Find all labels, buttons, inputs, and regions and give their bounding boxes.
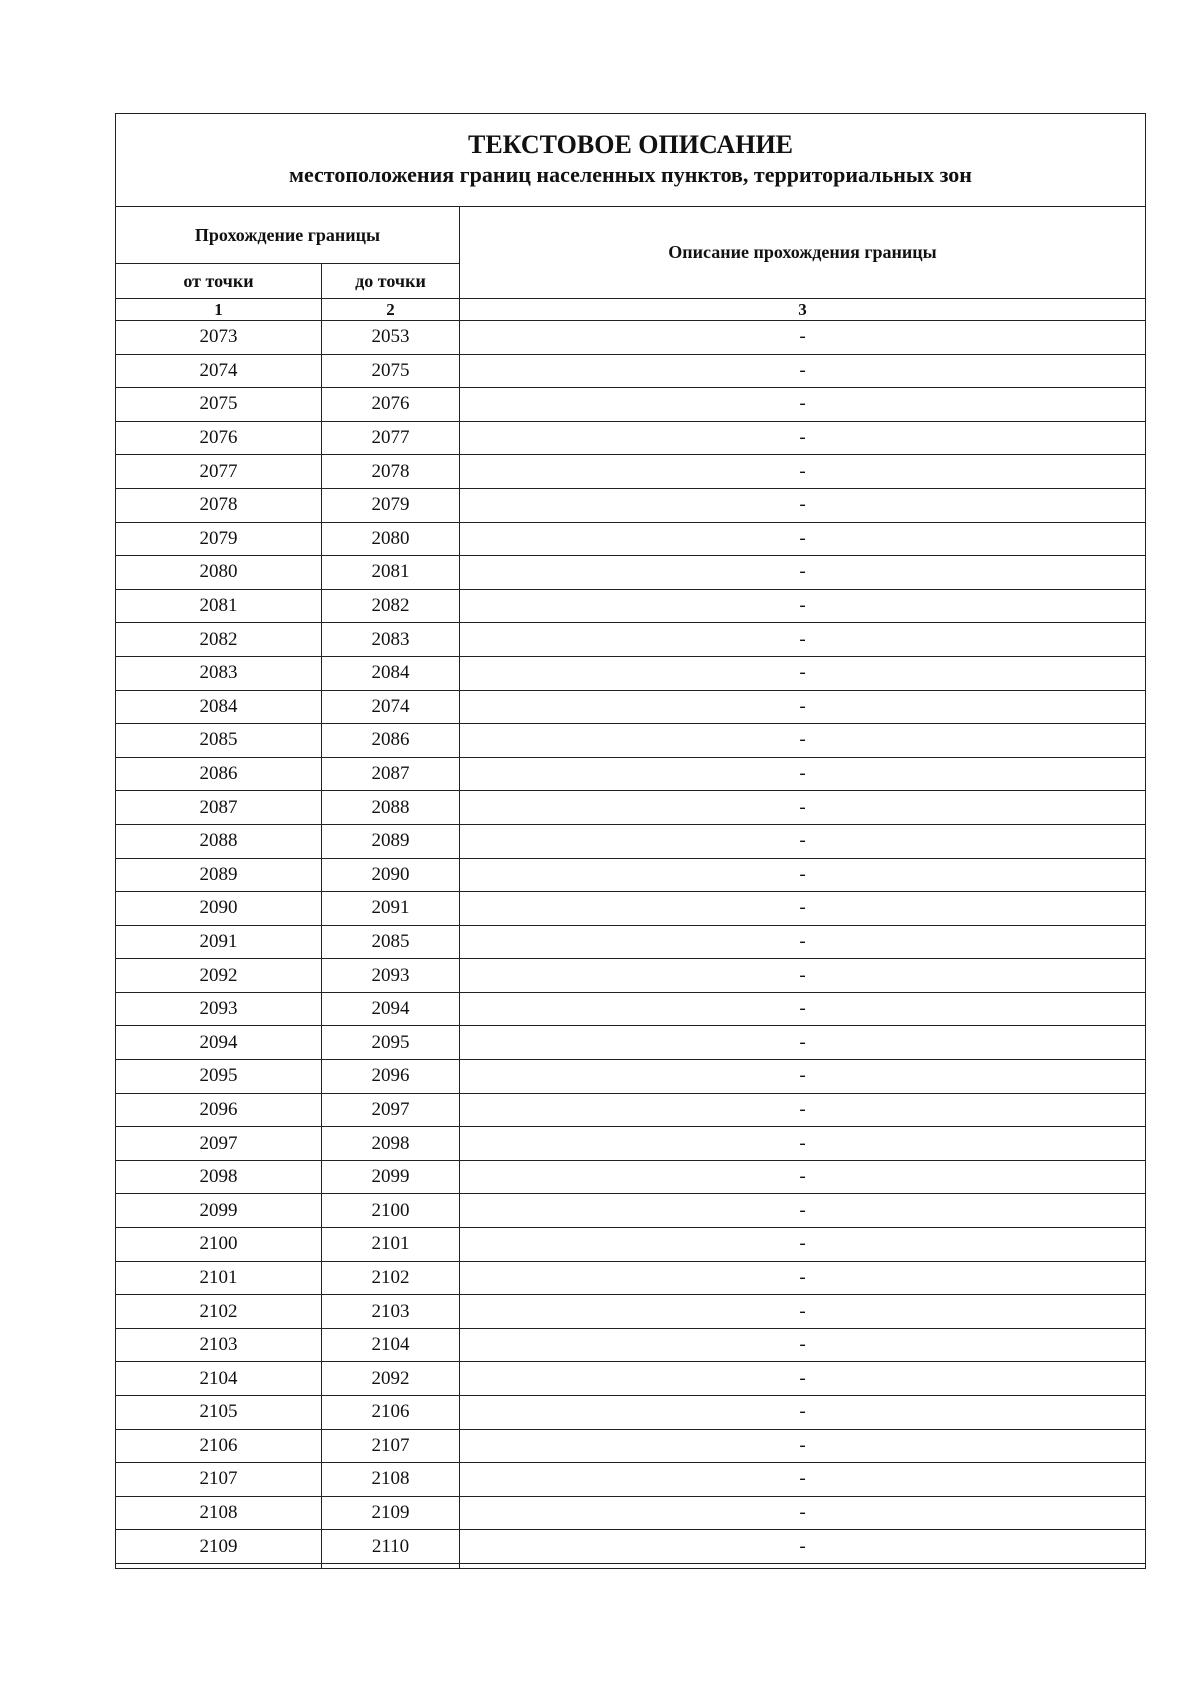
end-rule-cell xyxy=(116,1563,322,1568)
description-cell: - xyxy=(460,892,1146,926)
to-point-cell: 2085 xyxy=(322,925,460,959)
from-point-cell: 2087 xyxy=(116,791,322,825)
to-point-cell: 2076 xyxy=(322,388,460,422)
to-point-cell: 2079 xyxy=(322,488,460,522)
from-point-cell: 2080 xyxy=(116,556,322,590)
header-row-1 xyxy=(116,207,1146,264)
table-row xyxy=(116,791,1146,825)
from-point-cell: 2073 xyxy=(116,321,322,355)
to-point-cell: 2087 xyxy=(322,757,460,791)
description-cell: - xyxy=(460,1328,1146,1362)
column-number-row xyxy=(116,299,1146,321)
table-row xyxy=(116,321,1146,355)
document-title: ТЕКСТОВОЕ ОПИСАНИЕ xyxy=(468,130,794,159)
description-cell: - xyxy=(460,488,1146,522)
description-cell: - xyxy=(460,1127,1146,1161)
table-row xyxy=(116,690,1146,724)
description-cell: - xyxy=(460,354,1146,388)
to-point-cell: 2095 xyxy=(322,1026,460,1060)
to-point-cell: 2093 xyxy=(322,959,460,993)
table-row xyxy=(116,1295,1146,1329)
table-row xyxy=(116,455,1146,489)
to-point-cell: 2086 xyxy=(322,724,460,758)
description-cell: - xyxy=(460,1362,1146,1396)
from-point-cell: 2089 xyxy=(116,858,322,892)
table-row xyxy=(116,824,1146,858)
boundary-table xyxy=(115,113,1146,1569)
from-point-cell: 2099 xyxy=(116,1194,322,1228)
from-point-cell: 2095 xyxy=(116,1060,322,1094)
from-point-cell: 2105 xyxy=(116,1396,322,1430)
from-point-cell: 2079 xyxy=(116,522,322,556)
description-cell: - xyxy=(460,1429,1146,1463)
from-point-cell: 2084 xyxy=(116,690,322,724)
to-point-cell: 2088 xyxy=(322,791,460,825)
table-row xyxy=(116,421,1146,455)
description-cell: - xyxy=(460,1228,1146,1262)
description-cell: - xyxy=(460,757,1146,791)
from-point-cell: 2103 xyxy=(116,1328,322,1362)
column-number-2: 2 xyxy=(322,299,460,321)
table-row xyxy=(116,556,1146,590)
description-cell: - xyxy=(460,925,1146,959)
from-point-cell: 2104 xyxy=(116,1362,322,1396)
description-cell: - xyxy=(460,1295,1146,1329)
table-row xyxy=(116,1160,1146,1194)
title-row xyxy=(116,114,1146,207)
header-boundary-passage: Прохождение границы xyxy=(116,207,460,264)
description-cell: - xyxy=(460,1093,1146,1127)
from-point-cell: 2102 xyxy=(116,1295,322,1329)
description-cell: - xyxy=(460,824,1146,858)
table-row xyxy=(116,1328,1146,1362)
table-row xyxy=(116,1463,1146,1497)
table-end-rule xyxy=(116,1563,1146,1568)
table-row xyxy=(116,757,1146,791)
to-point-cell: 2078 xyxy=(322,455,460,489)
to-point-cell: 2084 xyxy=(322,656,460,690)
from-point-cell: 2090 xyxy=(116,892,322,926)
header-from-point: от точки xyxy=(116,264,322,299)
table-row xyxy=(116,1093,1146,1127)
to-point-cell: 2075 xyxy=(322,354,460,388)
from-point-cell: 2109 xyxy=(116,1530,322,1564)
description-cell: - xyxy=(460,455,1146,489)
table-row xyxy=(116,892,1146,926)
from-point-cell: 2092 xyxy=(116,959,322,993)
from-point-cell: 2093 xyxy=(116,992,322,1026)
description-cell: - xyxy=(460,791,1146,825)
to-point-cell: 2102 xyxy=(322,1261,460,1295)
table-row xyxy=(116,959,1146,993)
from-point-cell: 2106 xyxy=(116,1429,322,1463)
table-row xyxy=(116,1530,1146,1564)
to-point-cell: 2091 xyxy=(322,892,460,926)
from-point-cell: 2086 xyxy=(116,757,322,791)
column-number-1: 1 xyxy=(116,299,322,321)
from-point-cell: 2094 xyxy=(116,1026,322,1060)
to-point-cell: 2074 xyxy=(322,690,460,724)
to-point-cell: 2097 xyxy=(322,1093,460,1127)
table-row xyxy=(116,589,1146,623)
table-row xyxy=(116,858,1146,892)
to-point-cell: 2106 xyxy=(322,1396,460,1430)
from-point-cell: 2107 xyxy=(116,1463,322,1497)
title-cell xyxy=(116,114,1146,207)
table-row xyxy=(116,1362,1146,1396)
description-cell: - xyxy=(460,656,1146,690)
from-point-cell: 2077 xyxy=(116,455,322,489)
to-point-cell: 2108 xyxy=(322,1463,460,1497)
table-row xyxy=(116,623,1146,657)
to-point-cell: 2080 xyxy=(322,522,460,556)
to-point-cell: 2103 xyxy=(322,1295,460,1329)
table-row xyxy=(116,1429,1146,1463)
to-point-cell: 2053 xyxy=(322,321,460,355)
to-point-cell: 2107 xyxy=(322,1429,460,1463)
description-cell: - xyxy=(460,1026,1146,1060)
table-body xyxy=(116,114,1146,1569)
to-point-cell: 2109 xyxy=(322,1496,460,1530)
to-point-cell: 2110 xyxy=(322,1530,460,1564)
description-cell: - xyxy=(460,1261,1146,1295)
table-row xyxy=(116,1228,1146,1262)
from-point-cell: 2096 xyxy=(116,1093,322,1127)
to-point-cell: 2089 xyxy=(322,824,460,858)
description-cell: - xyxy=(460,992,1146,1026)
table-row xyxy=(116,1396,1146,1430)
description-cell: - xyxy=(460,724,1146,758)
to-point-cell: 2104 xyxy=(322,1328,460,1362)
from-point-cell: 2088 xyxy=(116,824,322,858)
from-point-cell: 2076 xyxy=(116,421,322,455)
from-point-cell: 2091 xyxy=(116,925,322,959)
table-row xyxy=(116,1026,1146,1060)
to-point-cell: 2092 xyxy=(322,1362,460,1396)
table-row xyxy=(116,522,1146,556)
description-cell: - xyxy=(460,1396,1146,1430)
from-point-cell: 2101 xyxy=(116,1261,322,1295)
description-cell: - xyxy=(460,1463,1146,1497)
table-row xyxy=(116,488,1146,522)
column-number-3: 3 xyxy=(460,299,1146,321)
description-cell: - xyxy=(460,1060,1146,1094)
table-row xyxy=(116,388,1146,422)
to-point-cell: 2100 xyxy=(322,1194,460,1228)
header-to-point: до точки xyxy=(322,264,460,299)
description-cell: - xyxy=(460,1194,1146,1228)
description-cell: - xyxy=(460,623,1146,657)
to-point-cell: 2083 xyxy=(322,623,460,657)
end-rule-cell xyxy=(460,1563,1146,1568)
table-row xyxy=(116,992,1146,1026)
description-cell: - xyxy=(460,1160,1146,1194)
header-description: Описание прохождения границы xyxy=(460,207,1146,299)
table-row xyxy=(116,1261,1146,1295)
from-point-cell: 2083 xyxy=(116,656,322,690)
end-rule-cell xyxy=(322,1563,460,1568)
table-row xyxy=(116,1127,1146,1161)
description-cell: - xyxy=(460,321,1146,355)
table-row xyxy=(116,724,1146,758)
description-cell: - xyxy=(460,959,1146,993)
to-point-cell: 2077 xyxy=(322,421,460,455)
from-point-cell: 2108 xyxy=(116,1496,322,1530)
from-point-cell: 2074 xyxy=(116,354,322,388)
to-point-cell: 2096 xyxy=(322,1060,460,1094)
description-cell: - xyxy=(460,421,1146,455)
to-point-cell: 2101 xyxy=(322,1228,460,1262)
to-point-cell: 2098 xyxy=(322,1127,460,1161)
description-cell: - xyxy=(460,858,1146,892)
from-point-cell: 2097 xyxy=(116,1127,322,1161)
table-row xyxy=(116,925,1146,959)
from-point-cell: 2098 xyxy=(116,1160,322,1194)
table-row xyxy=(116,656,1146,690)
table-row xyxy=(116,354,1146,388)
table-row xyxy=(116,1194,1146,1228)
table-row xyxy=(116,1496,1146,1530)
from-point-cell: 2075 xyxy=(116,388,322,422)
document-subtitle: местоположения границ населенных пунктов, территориальных зон xyxy=(289,162,972,187)
to-point-cell: 2094 xyxy=(322,992,460,1026)
description-cell: - xyxy=(460,388,1146,422)
to-point-cell: 2082 xyxy=(322,589,460,623)
description-cell: - xyxy=(460,556,1146,590)
description-cell: - xyxy=(460,1530,1146,1564)
to-point-cell: 2081 xyxy=(322,556,460,590)
description-cell: - xyxy=(460,690,1146,724)
table-row xyxy=(116,1060,1146,1094)
description-cell: - xyxy=(460,589,1146,623)
to-point-cell: 2090 xyxy=(322,858,460,892)
description-cell: - xyxy=(460,1496,1146,1530)
from-point-cell: 2085 xyxy=(116,724,322,758)
to-point-cell: 2099 xyxy=(322,1160,460,1194)
from-point-cell: 2081 xyxy=(116,589,322,623)
from-point-cell: 2078 xyxy=(116,488,322,522)
from-point-cell: 2100 xyxy=(116,1228,322,1262)
from-point-cell: 2082 xyxy=(116,623,322,657)
description-cell: - xyxy=(460,522,1146,556)
